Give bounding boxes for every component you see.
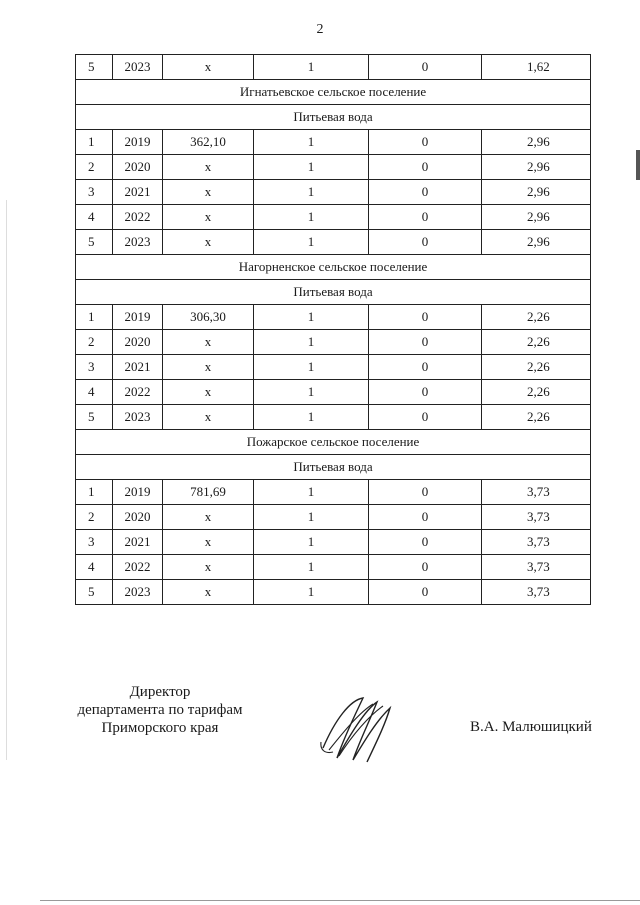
table-cell: 2,96 xyxy=(482,180,591,205)
table-cell: 1 xyxy=(254,180,369,205)
table-cell: 0 xyxy=(369,205,482,230)
table-cell: 0 xyxy=(369,330,482,355)
scan-edge-mark xyxy=(636,150,640,180)
table-row xyxy=(76,480,591,505)
table-cell: 1 xyxy=(254,380,369,405)
table-cell: 5 xyxy=(76,55,113,80)
signatory-title xyxy=(55,683,265,737)
table-cell: 2021 xyxy=(113,180,163,205)
scan-left-rule xyxy=(6,200,7,760)
table-row xyxy=(76,155,591,180)
section-row xyxy=(76,80,591,105)
table-row xyxy=(76,505,591,530)
tariff-table-body xyxy=(76,55,591,605)
table-cell: 1 xyxy=(254,305,369,330)
table-cell: 0 xyxy=(369,530,482,555)
tariff-table xyxy=(75,54,591,605)
table-cell: 2020 xyxy=(113,505,163,530)
table-cell: 2023 xyxy=(113,405,163,430)
section-row xyxy=(76,280,591,305)
table-cell: x xyxy=(163,505,254,530)
section-heading: Пожарское сельское поселение xyxy=(76,430,591,455)
table-cell: 2023 xyxy=(113,55,163,80)
table-cell: 0 xyxy=(369,155,482,180)
table-cell: 2021 xyxy=(113,355,163,380)
table-cell: 3,73 xyxy=(482,580,591,605)
signatory-title-line: департамента по тарифам xyxy=(77,702,243,718)
table-cell: x xyxy=(163,55,254,80)
table-cell: 2 xyxy=(76,330,113,355)
table-cell: 1 xyxy=(254,530,369,555)
table-cell: 1 xyxy=(254,330,369,355)
table-row xyxy=(76,130,591,155)
section-row xyxy=(76,105,591,130)
section-heading: Игнатьевское сельское поселение xyxy=(76,80,591,105)
table-row xyxy=(76,180,591,205)
table-cell: x xyxy=(163,330,254,355)
table-cell: 2,96 xyxy=(482,130,591,155)
table-cell: 2023 xyxy=(113,230,163,255)
section-row xyxy=(76,430,591,455)
table-cell: 2,26 xyxy=(482,330,591,355)
table-cell: 306,30 xyxy=(163,305,254,330)
table-cell: 0 xyxy=(369,130,482,155)
scan-bottom-rule xyxy=(40,900,640,901)
table-cell: 0 xyxy=(369,505,482,530)
table-cell: 1 xyxy=(254,480,369,505)
table-cell: 2022 xyxy=(113,205,163,230)
table-cell: x xyxy=(163,405,254,430)
table-cell: 2022 xyxy=(113,380,163,405)
table-cell: 5 xyxy=(76,230,113,255)
table-row xyxy=(76,555,591,580)
table-cell: 2,26 xyxy=(482,355,591,380)
table-cell: x xyxy=(163,355,254,380)
table-row xyxy=(76,205,591,230)
table-row xyxy=(76,380,591,405)
table-cell: 0 xyxy=(369,555,482,580)
table-cell: 0 xyxy=(369,480,482,505)
table-cell: 0 xyxy=(369,305,482,330)
table-cell: 2019 xyxy=(113,305,163,330)
section-heading: Питьевая вода xyxy=(76,455,591,480)
table-cell: 2019 xyxy=(113,130,163,155)
table-cell: 1 xyxy=(76,305,113,330)
table-cell: 2,26 xyxy=(482,305,591,330)
table-cell: 1 xyxy=(254,155,369,180)
table-cell: 1 xyxy=(254,580,369,605)
table-cell: 4 xyxy=(76,205,113,230)
table-cell: 1 xyxy=(254,505,369,530)
table-cell: 2019 xyxy=(113,480,163,505)
table-cell: 2,96 xyxy=(482,155,591,180)
table-cell: 2020 xyxy=(113,330,163,355)
table-cell: x xyxy=(163,205,254,230)
table-cell: 3 xyxy=(76,530,113,555)
table-cell: 1 xyxy=(254,205,369,230)
table-cell: 0 xyxy=(369,180,482,205)
page-number: 2 xyxy=(316,22,324,37)
table-cell: 0 xyxy=(369,580,482,605)
table-cell: 0 xyxy=(369,380,482,405)
table-cell: 2,26 xyxy=(482,405,591,430)
table-cell: 3 xyxy=(76,180,113,205)
table-cell: 1 xyxy=(254,355,369,380)
table-cell: x xyxy=(163,155,254,180)
table-cell: 1 xyxy=(254,55,369,80)
table-cell: 3,73 xyxy=(482,505,591,530)
table-cell: x xyxy=(163,580,254,605)
table-cell: 0 xyxy=(369,405,482,430)
table-cell: 1 xyxy=(254,555,369,580)
table-cell: 0 xyxy=(369,55,482,80)
table-cell: x xyxy=(163,180,254,205)
table-cell: 362,10 xyxy=(163,130,254,155)
table-cell: 2021 xyxy=(113,530,163,555)
table-cell: 1,62 xyxy=(482,55,591,80)
section-heading: Питьевая вода xyxy=(76,105,591,130)
table-cell: 781,69 xyxy=(163,480,254,505)
table-cell: 3,73 xyxy=(482,555,591,580)
table-cell: x xyxy=(163,530,254,555)
table-row xyxy=(76,330,591,355)
table-cell: 0 xyxy=(369,355,482,380)
table-cell: 2,96 xyxy=(482,230,591,255)
table-cell: x xyxy=(163,380,254,405)
table-cell: 3,73 xyxy=(482,480,591,505)
table-cell: 1 xyxy=(254,130,369,155)
table-cell: 1 xyxy=(254,230,369,255)
signatory-name: В.А. Малюшицкий xyxy=(470,719,592,735)
table-row xyxy=(76,230,591,255)
table-cell: 1 xyxy=(76,480,113,505)
signatory-title-line: Директор xyxy=(129,684,191,700)
table-cell: 2020 xyxy=(113,155,163,180)
table-cell: 3,73 xyxy=(482,530,591,555)
table-cell: 5 xyxy=(76,405,113,430)
table-cell: 2022 xyxy=(113,555,163,580)
table-cell: x xyxy=(163,230,254,255)
signatory-title-line: Приморского края xyxy=(101,720,219,736)
table-cell: 2 xyxy=(76,505,113,530)
table-cell: x xyxy=(163,555,254,580)
table-row xyxy=(76,530,591,555)
section-heading: Питьевая вода xyxy=(76,280,591,305)
section-row xyxy=(76,255,591,280)
table-cell: 5 xyxy=(76,580,113,605)
table-cell: 2,26 xyxy=(482,380,591,405)
table-cell: 4 xyxy=(76,380,113,405)
table-row xyxy=(76,55,591,80)
table-cell: 2023 xyxy=(113,580,163,605)
table-cell: 1 xyxy=(76,130,113,155)
table-cell: 1 xyxy=(254,405,369,430)
table-row xyxy=(76,580,591,605)
handwritten-signature xyxy=(315,690,405,770)
table-cell: 0 xyxy=(369,230,482,255)
table-cell: 2,96 xyxy=(482,205,591,230)
table-row xyxy=(76,405,591,430)
table-row xyxy=(76,305,591,330)
section-row xyxy=(76,455,591,480)
table-cell: 2 xyxy=(76,155,113,180)
table-cell: 4 xyxy=(76,555,113,580)
section-heading: Нагорненское сельское поселение xyxy=(76,255,591,280)
table-cell: 3 xyxy=(76,355,113,380)
table-row xyxy=(76,355,591,380)
